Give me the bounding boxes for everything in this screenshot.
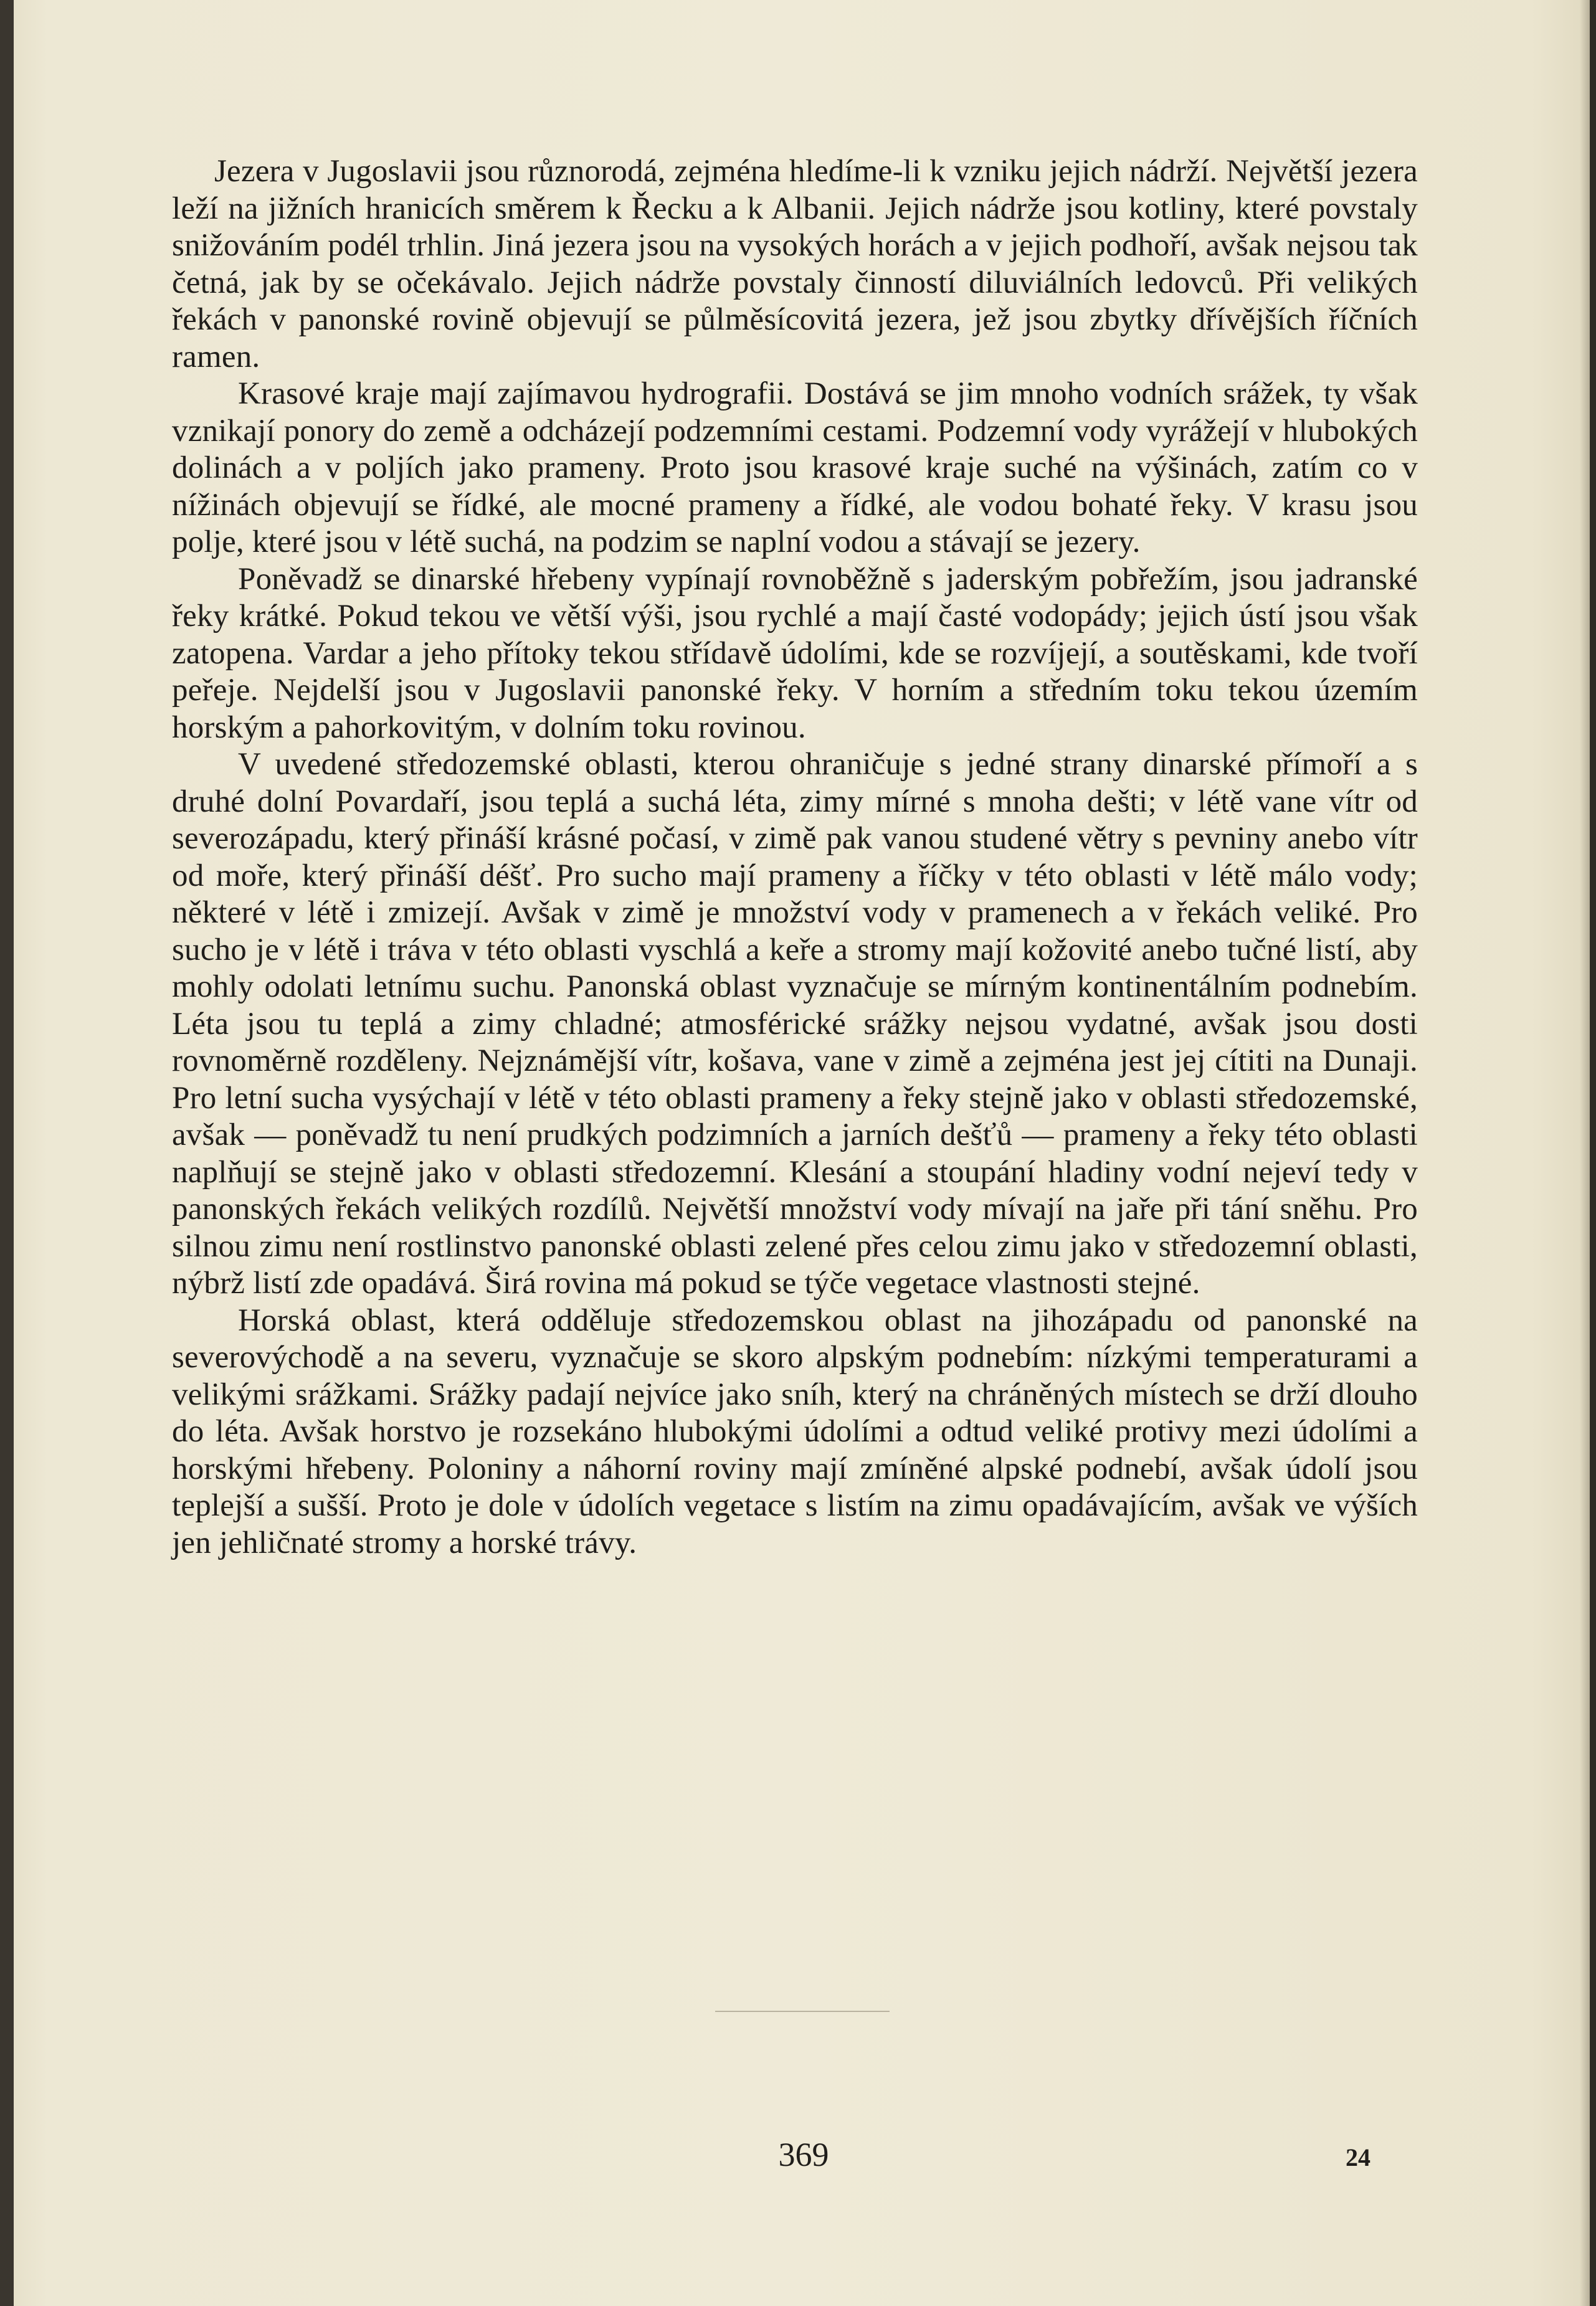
section-divider	[715, 2011, 890, 2012]
paragraph-rivers: Poněvadž se dinarské hřebeny vypínají rovnoběžně s jaderským pobřežím, jsou jadranské řeky krátké. Pokud tekou ve větší výši, jsou rychlé a mají časté vodopády; jejich ústí jsou však zatopena. Vardar a jeho přítoky tekou střídavě údolími, kde se rozvíjejí, a soutěskami, kde tvoří peřeje. Nejdelší jsou v Jugoslavii panonské řeky. V horním a středním toku tekou územím horským a pahorkovitým, v dolním toku rovinou.	[172, 561, 1418, 745]
signature-mark: 24	[1346, 2143, 1370, 2171]
paragraph-lakes: Jezera v Jugoslavii jsou různorodá, zejména hledíme-li k vzniku jejich nádrží. Největší jezera leží na jižních hranicích směrem k Řecku a k Albanii. Jejich nádrže jsou kotliny, které povstaly snižováním podél trhlin. Jiná jezera jsou na vysokých horách a v jejich podhoří, avšak nejsou tak četná, jak by se očekávalo. Jejich nádrže povstaly činností diluviálních ledovců. Při velikých řekách v panonské rovině objevují se půlměsícovitá jezera, jež jsou zbytky dřívějších říčních ramen.	[172, 154, 1418, 374]
right-edge-shade	[1580, 0, 1590, 2306]
right-page-edge	[1590, 0, 1596, 2306]
paragraph-karst: Krasové kraje mají zajímavou hydrografii. Dostává se jim mnoho vodních srážek, ty však vznikají ponory do země a odcházejí podzemními cestami. Podzemní vody vyrážejí v hlubokých dolinách a v poljích jako prameny. Proto jsou krasové kraje suché na výšinách, zatím co v nížinách objevují se řídké, ale mocné prameny a řídké, ale vodou bohaté řeky. V krasu jsou polje, které jsou v létě suchá, na podzim se naplní vodou a stávají se jezery.	[172, 376, 1418, 559]
body-text	[172, 153, 1418, 1562]
left-binding-edge	[0, 0, 14, 2306]
paragraph-mountain-region: Horská oblast, která odděluje středozemskou oblast na jihozápadu od panonské na severovýchodě a na severu, vyznačuje se skoro alpským podnebím: nízkými temperaturami a velikými srážkami. Srážky padají nejvíce jako sníh, který na chráněných místech se drží dlouho do léta. Avšak horstvo je rozsekáno hlubokými údolími a odtud veliké protivy mezi údolími a horskými hřebeny. Poloniny a náhorní roviny mají zmíněné alpské podnebí, avšak údolí jsou teplejší a sušší. Proto je dole v údolích vegetace s listím na zimu opadávajícím, avšak ve výších jen jehličnaté stromy a horské trávy.	[172, 1302, 1418, 1560]
page-number: 369	[778, 2136, 829, 2173]
paragraph-climate-regions: V uvedené středozemské oblasti, kterou ohraničuje s jedné strany dinarské přímoří a s druhé dolní Povardaří, jsou teplá a suchá léta, zimy mírné s mnoha dešti; v létě vane vítr od severozápadu, který přináší krásné počasí, v zimě pak vanou studené větry s pevniny anebo vítr od moře, který přináší déšť. Pro sucho mají prameny a říčky v této oblasti v létě málo vody; některé v létě i zmizejí. Avšak v zimě je množství vody v pramenech a v řekách veliké. Pro sucho je v létě i tráva v této oblasti vyschlá a keře a stromy mají kožovité anebo tučné listí, aby mohly odolati letnímu suchu. Panonská oblast vyznačuje se mírným kontinentálním podnebím. Léta jsou tu teplá a zimy chladné; atmosférické srážky nejsou vydatné, avšak jsou dosti rovnoměrně rozděleny. Nejznámější vítr, košava, vane v zimě a zejména jest jej cítiti na Dunaji. Pro letní sucha vysýchají v létě v této oblasti prameny a řeky stejně jako v oblasti středozemské, avšak — poněvadž tu není prudkých podzimních a jarních dešťů — prameny a řeky této oblasti naplňují se stejně jako v oblasti středozemní. Klesání a stoupání hladiny vodní nejeví tedy v panonských řekách velikých rozdílů. Největší množství vody mívají na jaře při tání sněhu. Pro silnou zimu není rostlinstvo panonské oblasti zelené přes celou zimu jako v středozemní oblasti, nýbrž listí zde opadává. Širá rovina má pokud se týče vegetace vlastnosti stejné.	[172, 747, 1418, 1301]
